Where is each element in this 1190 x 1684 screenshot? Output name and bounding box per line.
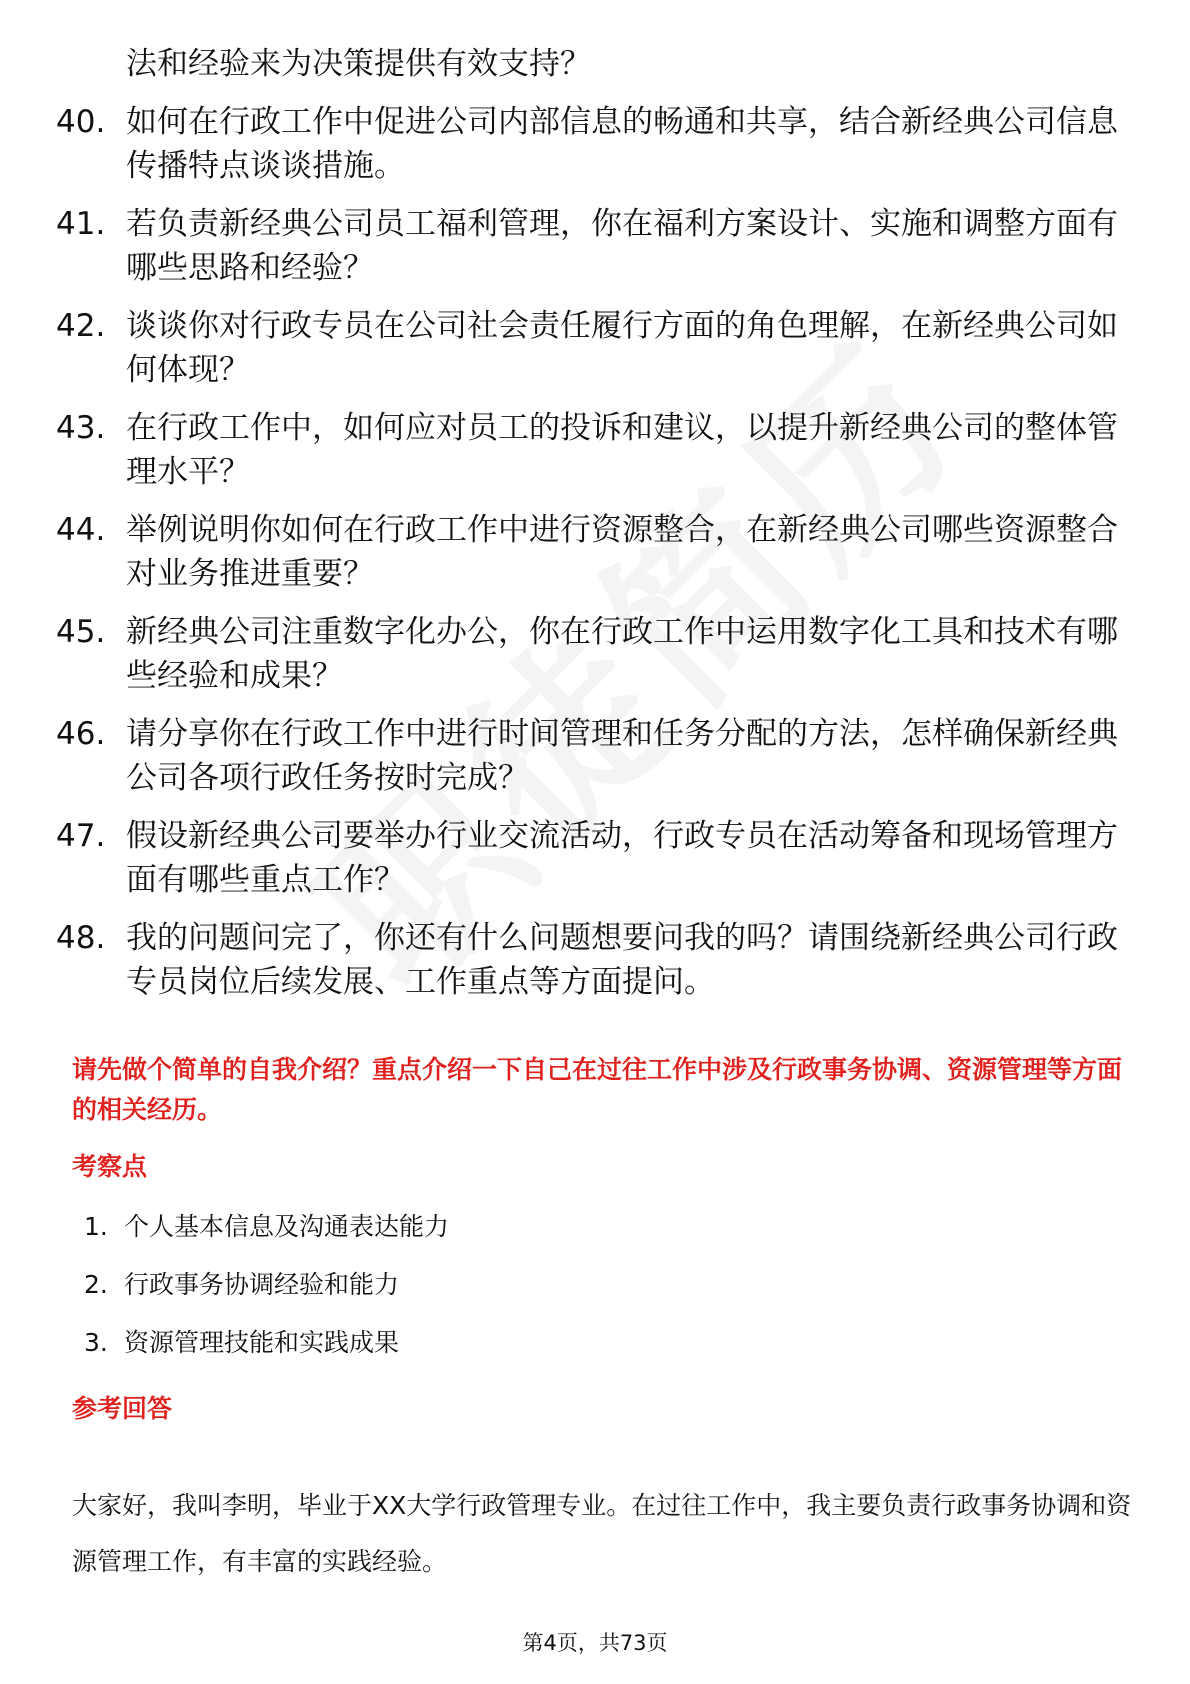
question-item bbox=[56, 100, 1136, 188]
question-item bbox=[56, 916, 1136, 1004]
question-text: 新经典公司注重数字化办公，你在行政工作中运用数字化工具和技术有哪些经验和成果？ bbox=[126, 614, 1118, 694]
question-number: 46. bbox=[56, 716, 106, 752]
reference-answer-heading: 参考回答 bbox=[72, 1394, 173, 1423]
question-number: 40. bbox=[56, 104, 106, 140]
question-text: 如何在行政工作中促进公司内部信息的畅通和共享，结合新经典公司信息传播特点谈谈措施。 bbox=[126, 104, 1118, 184]
key-point-item bbox=[84, 1326, 984, 1360]
key-point-number: 2. bbox=[84, 1270, 108, 1299]
question-number: 43. bbox=[56, 410, 106, 446]
question-list bbox=[56, 42, 1136, 1018]
question-item bbox=[56, 814, 1136, 902]
question-text: 谈谈你对行政专员在公司社会责任履行方面的角色理解，在新经典公司如何体现？ bbox=[126, 308, 1118, 388]
key-point-text: 个人基本信息及沟通表达能力 bbox=[124, 1212, 450, 1241]
question-item bbox=[56, 610, 1136, 698]
question-item bbox=[56, 406, 1136, 494]
question-number: 48. bbox=[56, 920, 106, 956]
reference-answer-text: 大家好，我叫李明，毕业于XX大学行政管理专业。在过往工作中，我主要负责行政事务协调和资源管理工作，有丰富的实践经验。 bbox=[72, 1491, 1132, 1576]
question-number: 42. bbox=[56, 308, 106, 344]
question-number: 45. bbox=[56, 614, 106, 650]
question-continuation: 法和经验来为决策提供有效支持？ bbox=[126, 46, 591, 82]
key-point-text: 行政事务协调经验和能力 bbox=[124, 1270, 400, 1299]
question-text: 请分享你在行政工作中进行时间管理和任务分配的方法，怎样确保新经典公司各项行政任务按时完成？ bbox=[126, 716, 1118, 796]
key-points-list bbox=[84, 1210, 984, 1384]
question-text: 假设新经典公司要举办行业交流活动，行政专员在活动筹备和现场管理方面有哪些重点工作？ bbox=[126, 818, 1118, 898]
featured-question: 请先做个简单的自我介绍？重点介绍一下自己在过往工作中涉及行政事务协调、资源管理等方面的相关经历。 bbox=[72, 1055, 1123, 1124]
page-number: 第4页，共73页 bbox=[522, 1631, 668, 1655]
key-point-number: 1. bbox=[84, 1212, 108, 1241]
key-point-item bbox=[84, 1210, 984, 1244]
question-number: 44. bbox=[56, 512, 106, 548]
key-point-number: 3. bbox=[84, 1328, 108, 1357]
question-item bbox=[56, 508, 1136, 596]
question-text: 若负责新经典公司员工福利管理，你在福利方案设计、实施和调整方面有哪些思路和经验？ bbox=[126, 206, 1118, 286]
key-point-text: 资源管理技能和实践成果 bbox=[124, 1328, 400, 1357]
key-points-heading: 考察点 bbox=[72, 1152, 148, 1181]
question-number: 41. bbox=[56, 206, 106, 242]
question-text: 举例说明你如何在行政工作中进行资源整合，在新经典公司哪些资源整合对业务推进重要？ bbox=[126, 512, 1118, 592]
question-text: 我的问题问完了，你还有什么问题想要问我的吗？请围绕新经典公司行政专员岗位后续发展、工作重点等方面提问。 bbox=[126, 920, 1118, 1000]
question-item bbox=[56, 202, 1136, 290]
key-point-item bbox=[84, 1268, 984, 1302]
question-item bbox=[56, 304, 1136, 392]
question-item bbox=[56, 712, 1136, 800]
question-text: 在行政工作中，如何应对员工的投诉和建议，以提升新经典公司的整体管理水平？ bbox=[126, 410, 1118, 490]
question-number: 47. bbox=[56, 818, 106, 854]
